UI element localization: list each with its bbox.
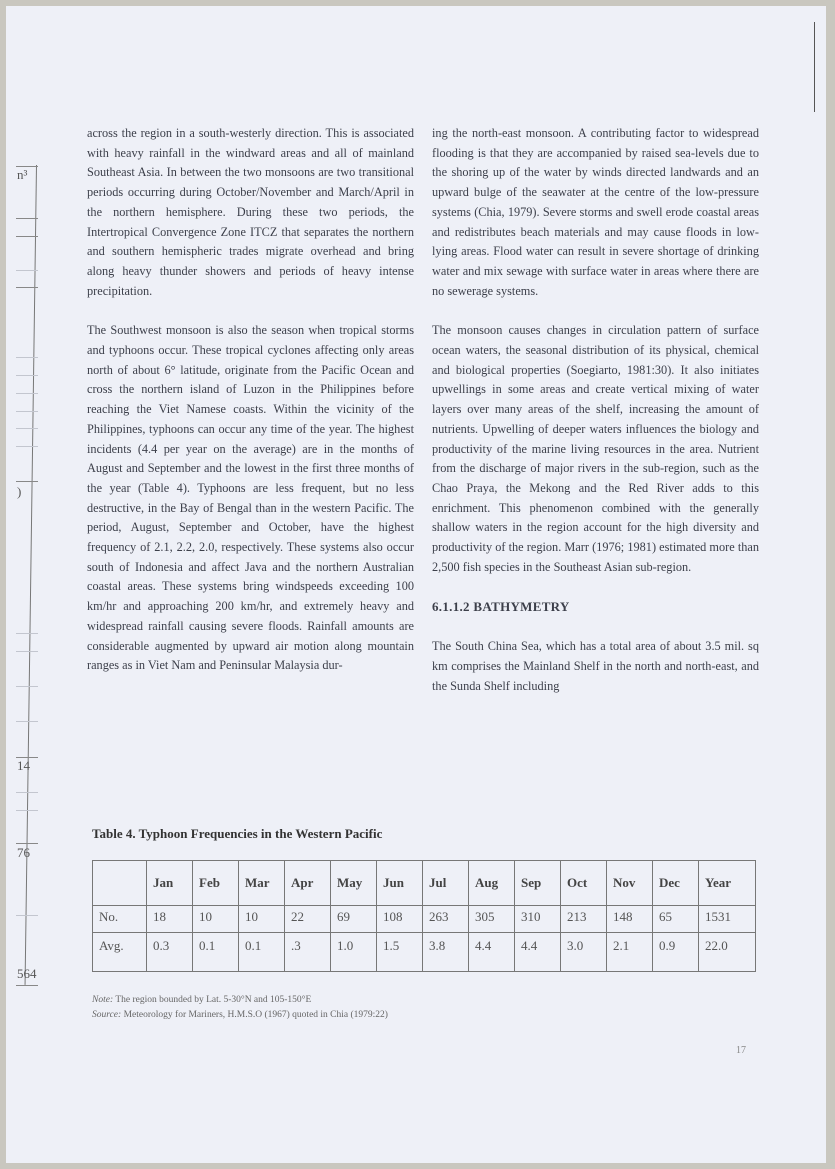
table-header-cell: Mar [239,861,285,906]
table-cell: Avg. [93,933,147,972]
table-note [92,993,388,1008]
table-header-row [93,861,756,906]
table-cell: No. [93,906,147,933]
table-source [92,1008,388,1023]
table-cell: 10 [239,906,285,933]
margin-tick [16,792,38,793]
margin-tick [16,428,38,429]
table-cell: 2.1 [607,933,653,972]
table-header-cell: Oct [561,861,607,906]
table-cell: 3.0 [561,933,607,972]
source-text: Meteorology for Mariners, H.M.S.O (1967) quoted in Chia (1979:22) [121,1010,388,1020]
table-header-cell: Apr [285,861,331,906]
margin-tick [16,481,38,482]
margin-tick [16,633,38,634]
table-cell: 148 [607,906,653,933]
table-cell: 108 [377,906,423,933]
margin-tick [16,287,38,288]
table-cell: 4.4 [469,933,515,972]
table-cell: 0.9 [653,933,699,972]
margin-tick [16,218,38,219]
margin-tick [16,446,38,447]
table-header-cell [93,861,147,906]
table-cell: 1.0 [331,933,377,972]
margin-tick [16,651,38,652]
table-cell: 213 [561,906,607,933]
margin-mark: 76 [17,845,30,860]
table-cell: 65 [653,906,699,933]
margin-tick [16,843,38,844]
margin-mark: ) [17,484,22,499]
paragraph: The South China Sea, which has a total area of about 3.5 mil. sq km comprises the Mainland Shelf in the north and north-east, and the Sunda Shelf including [432,639,759,693]
margin-tick [16,985,38,986]
table-cell: 305 [469,906,515,933]
table-cell: .3 [285,933,331,972]
page-number: 17 [736,1045,746,1056]
margin-tick [16,270,38,271]
table-cell: 0.1 [193,933,239,972]
table-cell: 18 [147,906,193,933]
margin-tick [16,686,38,687]
margin-tick [16,357,38,358]
margin-tick [16,411,38,412]
table-cell: 10 [193,906,239,933]
table-cell: 0.1 [239,933,285,972]
table-cell: 263 [423,906,469,933]
section-heading: 6.1.1.2 BATHYMETRY [432,599,570,615]
table-header-cell: Jun [377,861,423,906]
margin-mark: 14 [17,758,30,773]
margin-mark: 564 [17,966,37,981]
margin-tick [16,393,38,394]
table-header-cell: May [331,861,377,906]
table-cell: 1.5 [377,933,423,972]
right-column [432,124,759,716]
table-header-cell: Jan [147,861,193,906]
note-text: The region bounded by Lat. 5-30°N and 105-150°E [113,995,312,1005]
margin-mark: n³ [17,167,28,182]
table-notes [92,993,388,1023]
table-header-cell: Feb [193,861,239,906]
table-row [93,933,756,972]
table-cell: 22 [285,906,331,933]
table-header-cell: Dec [653,861,699,906]
paragraph: The monsoon causes changes in circulation pattern of surface ocean waters, the seasonal distribution of its physical, chemical and biological properties (Soegiarto, 1981:30). It also initiates upwellings in some areas and create vertical mixing of water layers over many areas of the shelf, increasing the amount of nutrients. Upwelling of deeper waters influences the biology and productivity of the marine living resources in the area. Nutrient from the discharge of major rivers in the sub-region, such as the Chao Praya, the Mekong and the Red River adds to this enrichment. This phenomenon combined with the generally shallow waters in the region account for the high diversity and productivity of the region. Marr (1976; 1981) estimated more than 2,500 fish species in the Southeast Asian sub-region. [432,323,759,574]
table-cell: 310 [515,906,561,933]
paragraph: across the region in a south-westerly direction. This is associated with heavy rainfall in the windward areas and all of mainland Southeast Asia. In between the two monsoons are two transitional periods occurring during October/November and March/April in the northern hemisphere. During these two periods, the Intertropical Convergence Zone ITCZ that separates the northern and southern hemispheric trades migrate overhead and bring along heavy thunder showers and periods of heavy intense precipitation. [87,126,414,298]
table-cell: 22.0 [699,933,756,972]
table-cell: 69 [331,906,377,933]
table-cell: 3.8 [423,933,469,972]
typhoon-frequency-table [92,860,756,972]
table-header-cell: Nov [607,861,653,906]
margin-tick [16,810,38,811]
paragraph: The Southwest monsoon is also the season when tropical storms and typhoons occur. These tropical cyclones affecting only areas north of about 6° latitude, originate from the Pacific Ocean and cross the northern island of Luzon in the Philippines before reaching the Viet Namese coasts. Within the vicinity of the Philippines, typhoons can occur any time of the year. The highest incidents (4.4 per year on the average) are in the months of August and September and the lowest in the first three months of the year (Table 4). Typhoons are less frequent, but no less destructive, in the Bay of Bengal than in the western Pacific. The period, August, September and October, have the highest frequency of 2.1, 2.2, 2.0, respectively. These systems also occur south of Indonesia and affect Java and the northern Australian coastal areas. These systems bring windspeeds exceeding 100 km/hr and approaching 200 km/hr, and extremely heavy and widespread rainfall causing severe floods. Rainfall amounts are considerable augmented by upward air motion along mountain ranges as in Viet Nam and Peninsular Malaysia dur- [87,323,414,673]
table-cell: 0.3 [147,933,193,972]
margin-tick [16,915,38,916]
table-header-cell: Aug [469,861,515,906]
table-caption: Table 4. Typhoon Frequencies in the Western Pacific [92,826,383,841]
source-label: Source: [92,1010,122,1020]
note-label: Note: [92,995,114,1005]
left-column [87,124,414,696]
table-cell: 1531 [699,906,756,933]
table-header-cell: Jul [423,861,469,906]
table-header-cell: Sep [515,861,561,906]
margin-tick [16,721,38,722]
table-cell: 4.4 [515,933,561,972]
page-edge-line [814,22,815,112]
margin-tick [16,236,38,237]
margin-tick [16,375,38,376]
table-header-cell: Year [699,861,756,906]
paragraph: ing the north-east monsoon. A contributing factor to widespread flooding is that they are accompanied by raised sea-levels due to the shoring up of the water by winds directed landwards and an upward bulge of the seawater at the centre of the low-pressure systems (Chia, 1979). Severe storms and swell erode coastal areas and redistributes beach materials and may cause floods in low-lying areas. Flood water can result in severe shortage of drinking water and mix sewage with surface water in areas where there are no sewerage systems. [432,126,759,298]
table-row [93,906,756,933]
